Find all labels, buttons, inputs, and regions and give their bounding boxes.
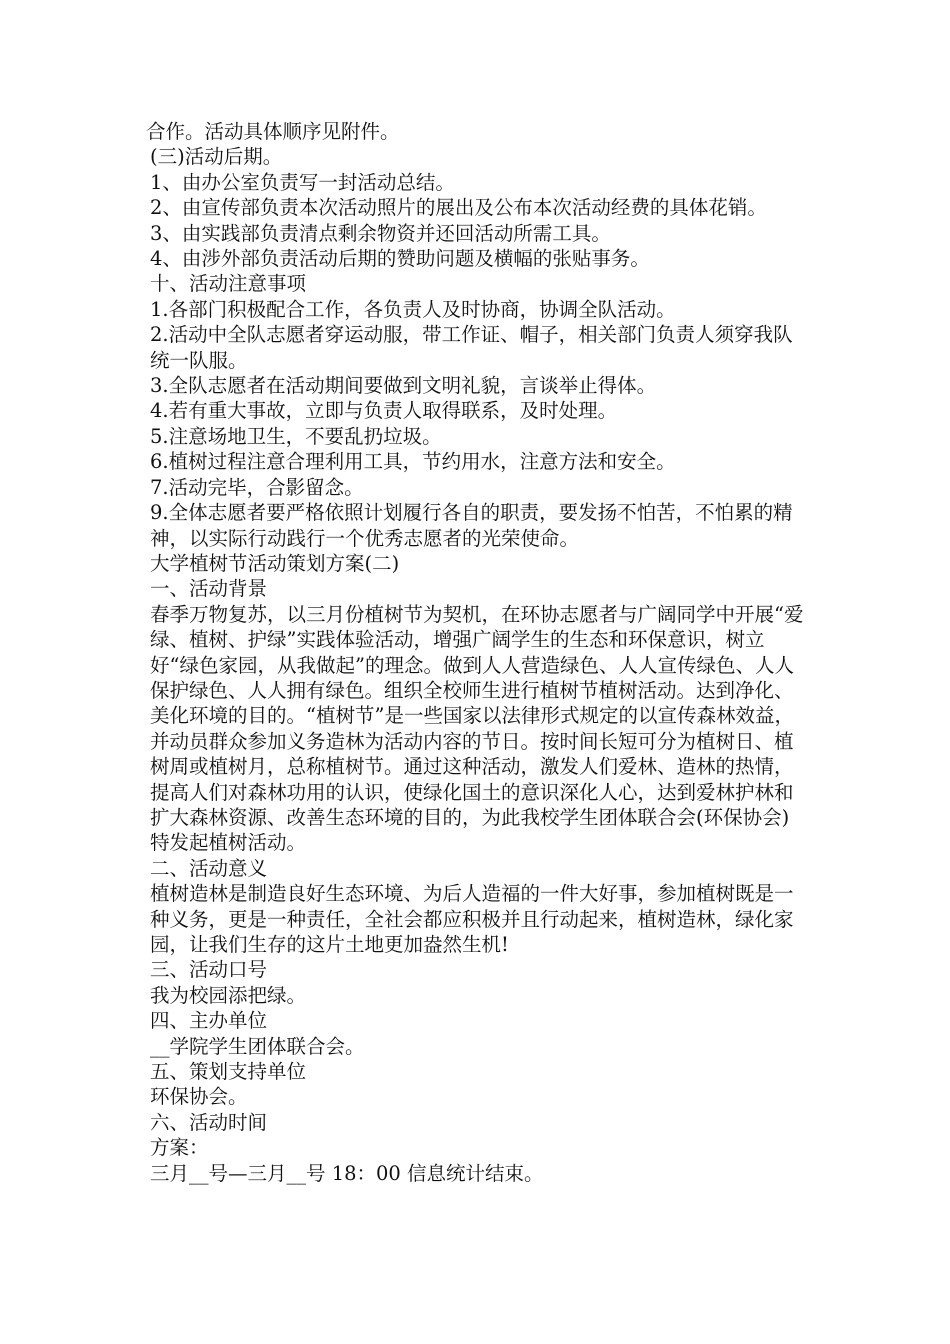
list-item: 4、由涉外部负责活动后期的赞助问题及横幅的张贴事务。 [150,247,650,271]
list-item: 1.各部门积极配合工作，各负责人及时协商，协调全队活动。 [150,297,676,321]
list-item: 2.活动中全队志愿者穿运动服，带工作证、帽子，相关部门负责人须穿我队统一队服。 [150,323,793,372]
document-body [146,119,806,1186]
list-item: 2、由宣传部负责本次活动照片的展出及公布本次活动经费的具体花销。 [150,196,767,220]
list-item: 9.全体志愿者要严格依照计划履行各自的职责，要发扬不怕苦，不怕累的精神，以实际行动践行一个优秀志愿者的光荣使命。 [150,501,793,550]
section-heading: 四、主办单位 [150,1009,268,1033]
paragraph: 三月__号—三月__号 18：00 信息统计结束。 [150,1161,544,1185]
list-item: 6.植树过程注意合理利用工具，节约用水，注意方法和安全。 [150,450,676,474]
section-heading: 六、活动时间 [150,1110,268,1134]
list-item: 3.全队志愿者在活动期间要做到文明礼貌，言谈举止得体。 [150,374,657,398]
paragraph: 我为校园添把绿。 [150,983,307,1007]
list-item: 4.若有重大事故，立即与负责人取得联系，及时处理。 [150,399,618,423]
paragraph: 合作。活动具体顺序见附件。 [146,120,400,143]
paragraph: 植树造林是制造良好生态环境、为后人造福的一件大好事，参加植树既是一种义务，更是一种责任，全社会都应积极并且行动起来，植树造林，绿化家园，让我们生存的这片土地更加盎然生机! [150,882,794,956]
list-item: 1、由办公室负责写一封活动总结。 [150,170,455,194]
document-title: 大学植树节活动策划方案(二) [150,551,400,575]
section-heading: 一、活动背景 [150,577,268,601]
paragraph: __学院学生团体联合会。 [150,1034,365,1058]
section-heading: (三)活动后期。 [150,145,283,169]
section-heading: 三、活动口号 [150,958,268,982]
list-item: 3、由实践部负责清点剩余物资并还回活动所需工具。 [150,221,611,245]
section-heading: 二、活动意义 [150,856,268,880]
paragraph: 环保协会。 [150,1085,248,1109]
section-heading: 五、策划支持单位 [150,1060,307,1084]
paragraph: 春季万物复苏，以三月份植树节为契机，在环协志愿者与广阔同学中开展“爱绿、植树、护绿”实践体验活动，增强广阔学生的生态和环保意识，树立好“绿色家园，从我做起”的理念。做到人人营造绿色、人人宣传绿色、人人保护绿色、人人拥有绿色。组织全校师生进行植树节植树活动。达到净化、美化环境的目的。“植树节”是一些国家以法律形式规定的以宣传森林效益，并动员群众参加义务造林为活动内容的节日。按时间长短可分为植树日、植树周或植树月，总称植树节。通过这种活动，激发人们爱林、造林的热情，提高人们对森林功用的认识，使绿化国土的意识深化人心，达到爱林护林和扩大森林资源、改善生态环境的目的，为此我校学生团体联合会(环保协会)特发起植树活动。 [150,602,804,855]
list-item: 5.注意场地卫生，不要乱扔垃圾。 [150,424,442,448]
paragraph: 方案： [150,1136,209,1160]
section-heading: 十、活动注意事项 [150,272,307,296]
list-item: 7.活动完毕，合影留念。 [150,475,364,499]
